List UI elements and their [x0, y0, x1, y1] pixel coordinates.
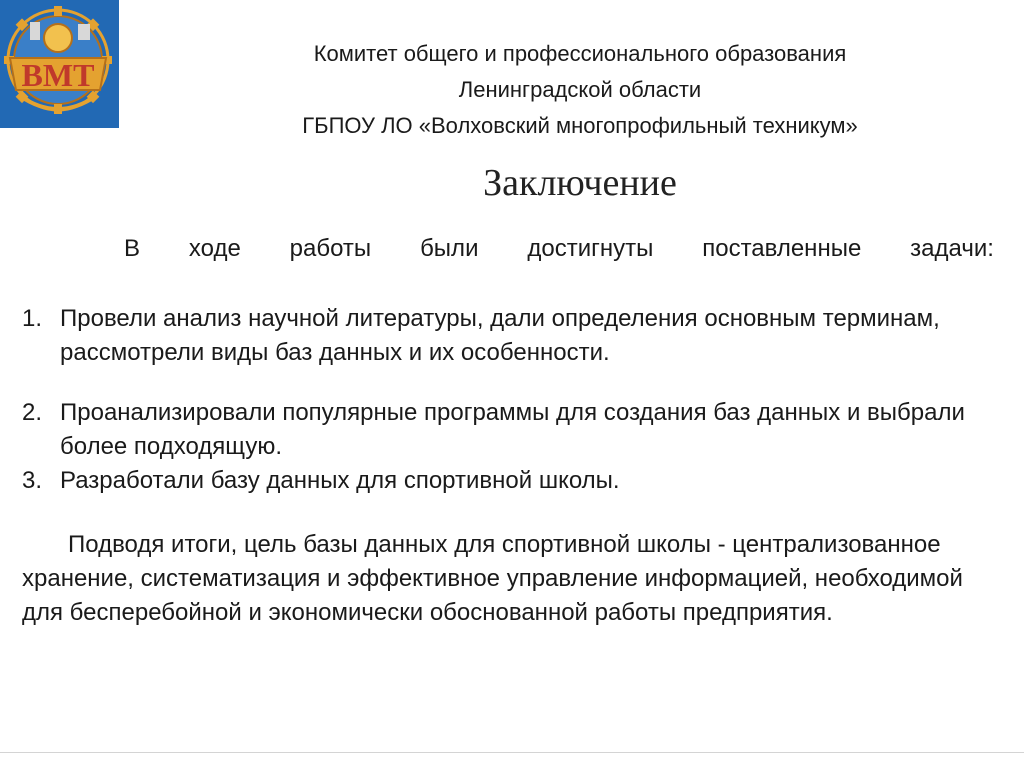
slide-title: Заключение: [483, 162, 677, 204]
list-item-text: Провели анализ научной литературы, дали определения основным терминам, рассмотрели виды баз данных и их особенности.: [60, 305, 940, 366]
list-item: [22, 302, 1002, 370]
header-line-college: ГБПОУ ЛО «Волховский многопрофильный техникум»: [302, 113, 858, 138]
intro-word: достигнуты: [527, 235, 654, 262]
intro-word: В: [124, 235, 141, 262]
header: [150, 36, 1010, 144]
slide-divider: [0, 752, 1024, 753]
list-item: [22, 396, 1002, 464]
list-item-number: 2.: [22, 399, 43, 426]
list-item-number: 3.: [22, 467, 43, 494]
intro-word: были: [420, 235, 479, 262]
logo-emblem-icon: [0, 0, 119, 128]
list-item-text: Проанализировали популярные программы для создания баз данных и выбрали более подходящую.: [60, 399, 965, 460]
list-item: [22, 464, 1002, 498]
college-logo: [0, 0, 119, 128]
intro-word: задачи:: [910, 235, 994, 262]
list-item-text: Разработали базу данных для спортивной школы.: [60, 467, 620, 494]
header-line-committee: Комитет общего и профессионального образования: [313, 41, 847, 66]
svg-text:ВМТ: ВМТ: [21, 57, 95, 93]
header-line-region: Ленинградской области: [458, 77, 702, 102]
intro-word: поставленные: [702, 235, 862, 262]
intro-word: ходе: [188, 235, 241, 262]
intro-word: работы: [289, 235, 372, 262]
list-item-number: 1.: [22, 305, 43, 332]
intro-sentence: [124, 233, 994, 265]
summary-paragraph: Подводя итоги, цель базы данных для спортивной школы - централизованное хранение, систематизация и эффективное управление информацией, необходимой для бесперебойной и экономически обоснованной работы предприятия.: [22, 531, 963, 626]
